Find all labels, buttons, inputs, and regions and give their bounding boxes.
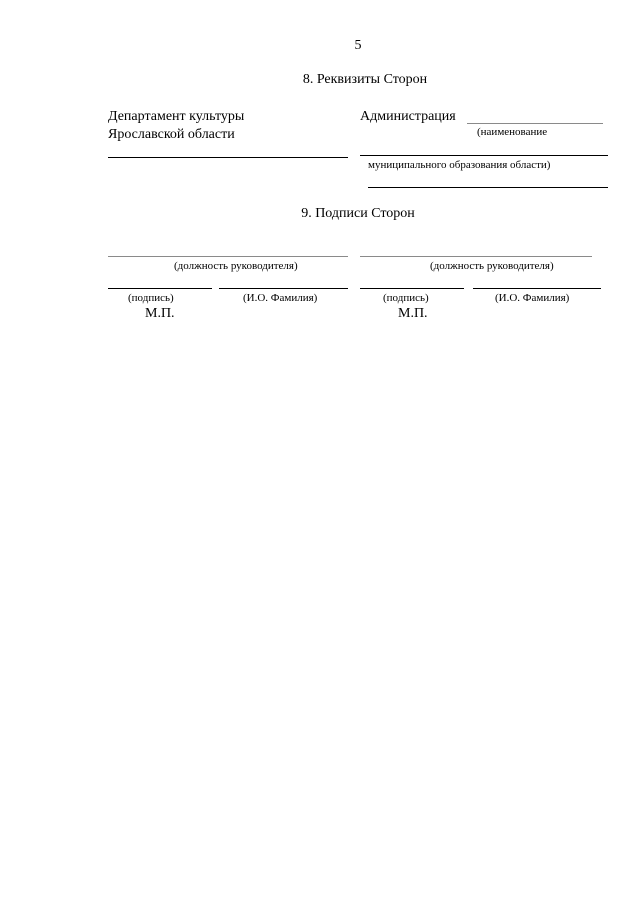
section-8-title: 8. Реквизиты Сторон (302, 72, 428, 87)
left-signature-caption: (подпись) (128, 292, 174, 304)
right-party-caption-line1: (наименование (477, 126, 548, 138)
right-signature-caption: (подпись) (383, 292, 429, 304)
right-party-caption-line2: муниципального образования области) (368, 159, 551, 171)
left-name-line (219, 288, 348, 289)
right-name-line (473, 288, 601, 289)
left-position-caption: (должность руководителя) (174, 260, 298, 272)
right-signature-line (360, 288, 464, 289)
right-name-caption: (И.О. Фамилия) (495, 292, 570, 304)
left-signature-line (108, 288, 212, 289)
section-9-title: 9. Подписи Сторон (301, 206, 415, 221)
left-seal-mark: М.П. (145, 306, 175, 321)
left-position-line (108, 256, 348, 257)
right-seal-mark: М.П. (398, 306, 428, 321)
page-number: 5 (354, 38, 362, 53)
left-party-line1: Департамент культуры (108, 109, 245, 124)
left-party-requisites-line (108, 157, 348, 158)
right-party-label: Администрация (360, 109, 456, 124)
right-position-caption: (должность руководителя) (430, 260, 554, 272)
right-party-line-2 (360, 155, 608, 156)
left-party-line2: Ярославской области (108, 127, 235, 142)
right-party-name-line (467, 123, 603, 124)
right-party-line-3 (368, 187, 608, 188)
left-name-caption: (И.О. Фамилия) (243, 292, 318, 304)
right-position-line (360, 256, 592, 257)
